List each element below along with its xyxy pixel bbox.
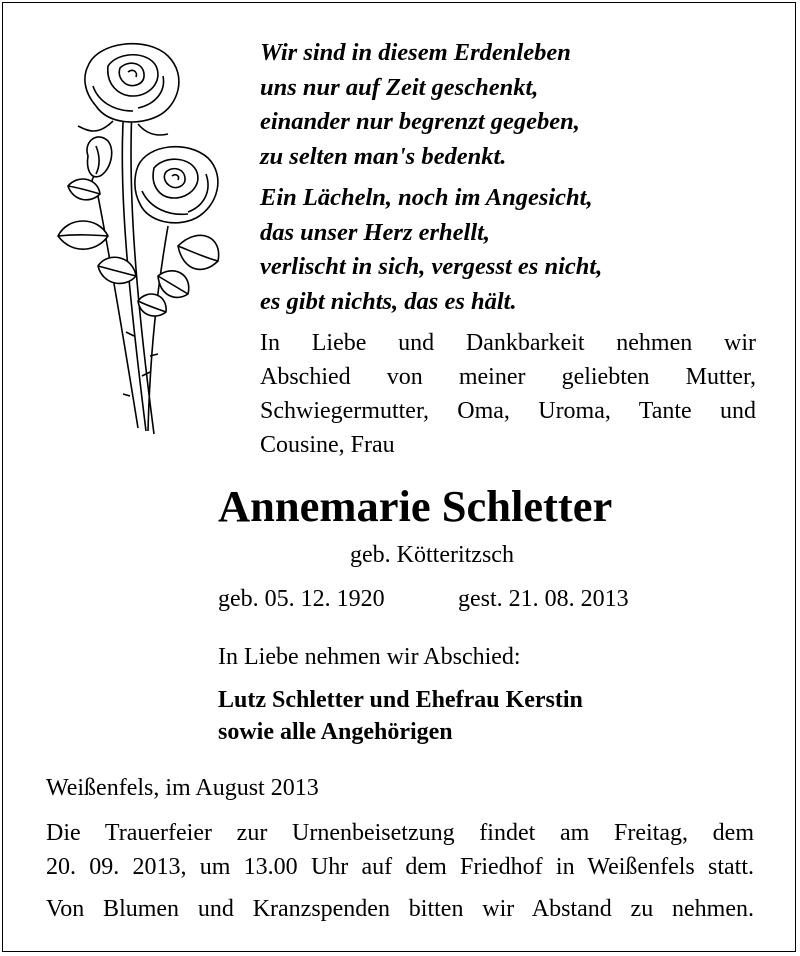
poem-line: einander nur begrenzt gegeben, — [260, 108, 580, 135]
poem-line: Ein Lächeln, noch im Angesicht, — [260, 184, 593, 211]
poem-line: es gibt nichts, das es hält. — [260, 287, 517, 315]
poem-line: das unser Herz erhellt, — [260, 218, 491, 246]
birth-date: geb. 05. 12. 1920 — [218, 586, 385, 612]
service-line: Die Trauerfeier zur Urnenbeisetzung findet am Freitag, dem — [46, 820, 754, 846]
poem-line: verlischt in sich, vergesst es nicht, — [260, 253, 603, 280]
intro-paragraph — [260, 326, 756, 462]
poem — [260, 36, 770, 319]
mourner-line: sowie alle Angehörigen — [218, 719, 453, 745]
intro-line: Cousine, Frau — [260, 432, 395, 458]
rose-illustration-icon — [38, 36, 228, 446]
flowers-note: Von Blumen und Kranzspenden bitten wir Abstand zu nehmen. — [46, 896, 754, 922]
service-line: 20. 09. 2013, um 13.00 Uhr auf dem Friedhof in Weißenfels statt. — [46, 854, 754, 880]
death-date: gest. 21. 08. 2013 — [458, 586, 629, 612]
intro-line: Abschied von meiner geliebten Mutter, — [260, 364, 756, 390]
poem-line: zu selten man's bedenkt. — [260, 142, 507, 170]
place-date: Weißenfels, im August 2013 — [46, 775, 319, 801]
maiden-name: geb. Kötteritzsch — [350, 542, 514, 568]
mourner-line: Lutz Schletter und Ehefrau Kerstin — [218, 687, 583, 713]
deceased-name: Annemarie Schletter — [218, 481, 613, 531]
mourners — [218, 684, 583, 748]
service-info — [46, 816, 754, 884]
intro-line: Schwiegermutter, Oma, Uroma, Tante und — [260, 398, 756, 424]
intro-line: In Liebe und Dankbarkeit nehmen wir — [260, 330, 756, 356]
poem-line: uns nur auf Zeit geschenkt, — [260, 73, 539, 101]
poem-line: Wir sind in diesem Erdenleben — [260, 39, 571, 66]
farewell-line: In Liebe nehmen wir Abschied: — [218, 644, 521, 670]
